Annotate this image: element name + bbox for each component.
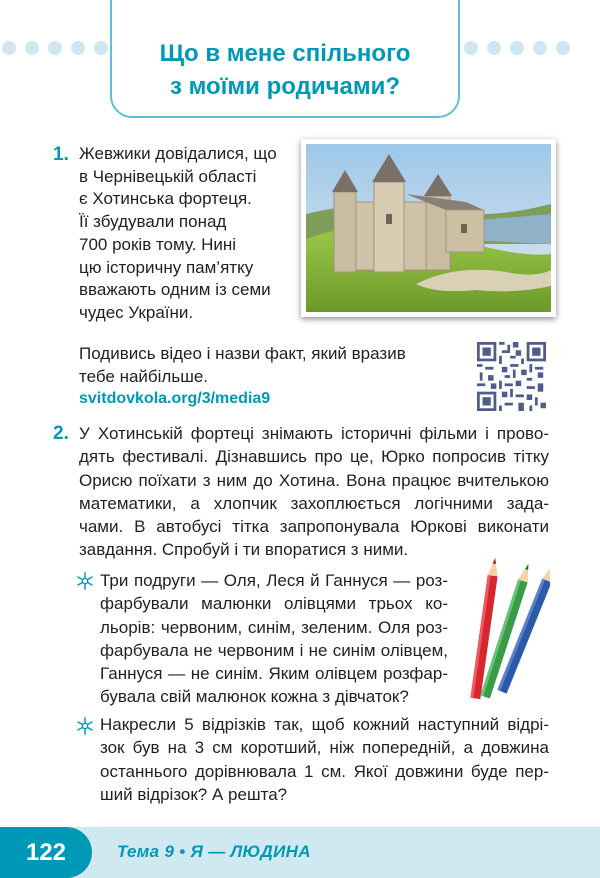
qr-code-icon[interactable] xyxy=(477,342,546,411)
task-2-line: чами. В автобусі тітка запропонувала Юркові виконати xyxy=(79,517,549,537)
task-1-text xyxy=(79,143,294,325)
title-line-1: Що в мене спільного xyxy=(159,40,411,67)
task-2-line: математики, а хлопчик захоплюється логічними зада- xyxy=(79,493,549,513)
subtask-a-line: бувала свій малюнок кожна з дівчаток? xyxy=(100,687,409,707)
fortress-illustration xyxy=(306,144,551,312)
title-line-2: з моїми родичами? xyxy=(169,73,401,100)
colored-pencils-illustration xyxy=(464,555,550,705)
task-1-line: в Чернівецькій області xyxy=(79,166,257,186)
task-1-line: 700 років тому. Нині xyxy=(79,234,237,254)
task-2-text xyxy=(79,422,549,562)
subtask-a-line: льорів: червоним, синім, зеленим. Оля роз- xyxy=(100,617,448,637)
footer-topic: Тема 9 • Я — ЛЮДИНА xyxy=(117,842,311,861)
subtask-b-line: останнього дорівнювала 1 см. Якої довжини буде пер- xyxy=(100,761,549,781)
decorative-dots-right xyxy=(464,41,570,55)
subtask-b-line: ший відрізок? А решта? xyxy=(100,784,288,804)
lesson-title-box xyxy=(110,0,460,118)
task-1-line: є Хотинська фортеця. xyxy=(79,189,252,209)
video-prompt-line: тебе найбільше. xyxy=(79,366,209,386)
subtask-b-line: Накресли 5 відрізків так, щоб кожний наступний відрі- xyxy=(100,715,549,734)
task-2-number: 2. xyxy=(53,423,69,444)
subtask-a-text xyxy=(100,569,448,709)
video-prompt xyxy=(79,343,459,388)
snowflake-bullet-icon xyxy=(76,717,94,735)
task-2-line: Орисю поїхати з ним до Хотина. Вона працює вчителькою xyxy=(79,470,549,490)
task-1-number: 1. xyxy=(53,144,69,165)
task-1-line: Жевжики довідалися, що xyxy=(79,144,277,163)
subtask-a-line: фарбувала не червоним і не синім олівцем, xyxy=(100,640,448,660)
video-prompt-line: Подивись відео і назви факт, який вразив xyxy=(79,344,406,363)
page-number: 122 xyxy=(0,827,92,878)
task-2-line: дять фестивалі. Дізнавшись про це, Юрко попросив тітку xyxy=(79,447,549,467)
fortress-photo xyxy=(301,139,556,317)
task-1-line: цю історичну пам’ятку xyxy=(79,257,254,277)
subtask-a-line: фарбували малюнки олівцями трьох ко- xyxy=(100,594,448,614)
media-link[interactable]: svitdovkola.org/3/media9 xyxy=(79,390,271,407)
subtask-a-line: Ганнуся — не синім. Яким олівцем розфар- xyxy=(100,664,448,684)
decorative-dots-left xyxy=(2,41,108,55)
task-2-line: У Хотинській фортеці знімають історичні фільми і прово- xyxy=(79,424,549,443)
task-1-line: чудес України. xyxy=(79,302,194,322)
task-1-line: Її збудували понад xyxy=(79,212,227,232)
lesson-title xyxy=(112,37,458,103)
task-2-line: завдання. Спробуй і ти впоратися з ними. xyxy=(79,540,409,560)
subtask-b-line: зок був на 3 см коротший, ніж попередній, а довжина xyxy=(100,738,549,758)
task-1-line: вважають одним із семи xyxy=(79,280,271,300)
snowflake-bullet-icon xyxy=(76,572,94,590)
subtask-b-text xyxy=(100,713,549,806)
subtask-a-line: Три подруги — Оля, Леся й Ганнуся — роз- xyxy=(100,571,448,590)
